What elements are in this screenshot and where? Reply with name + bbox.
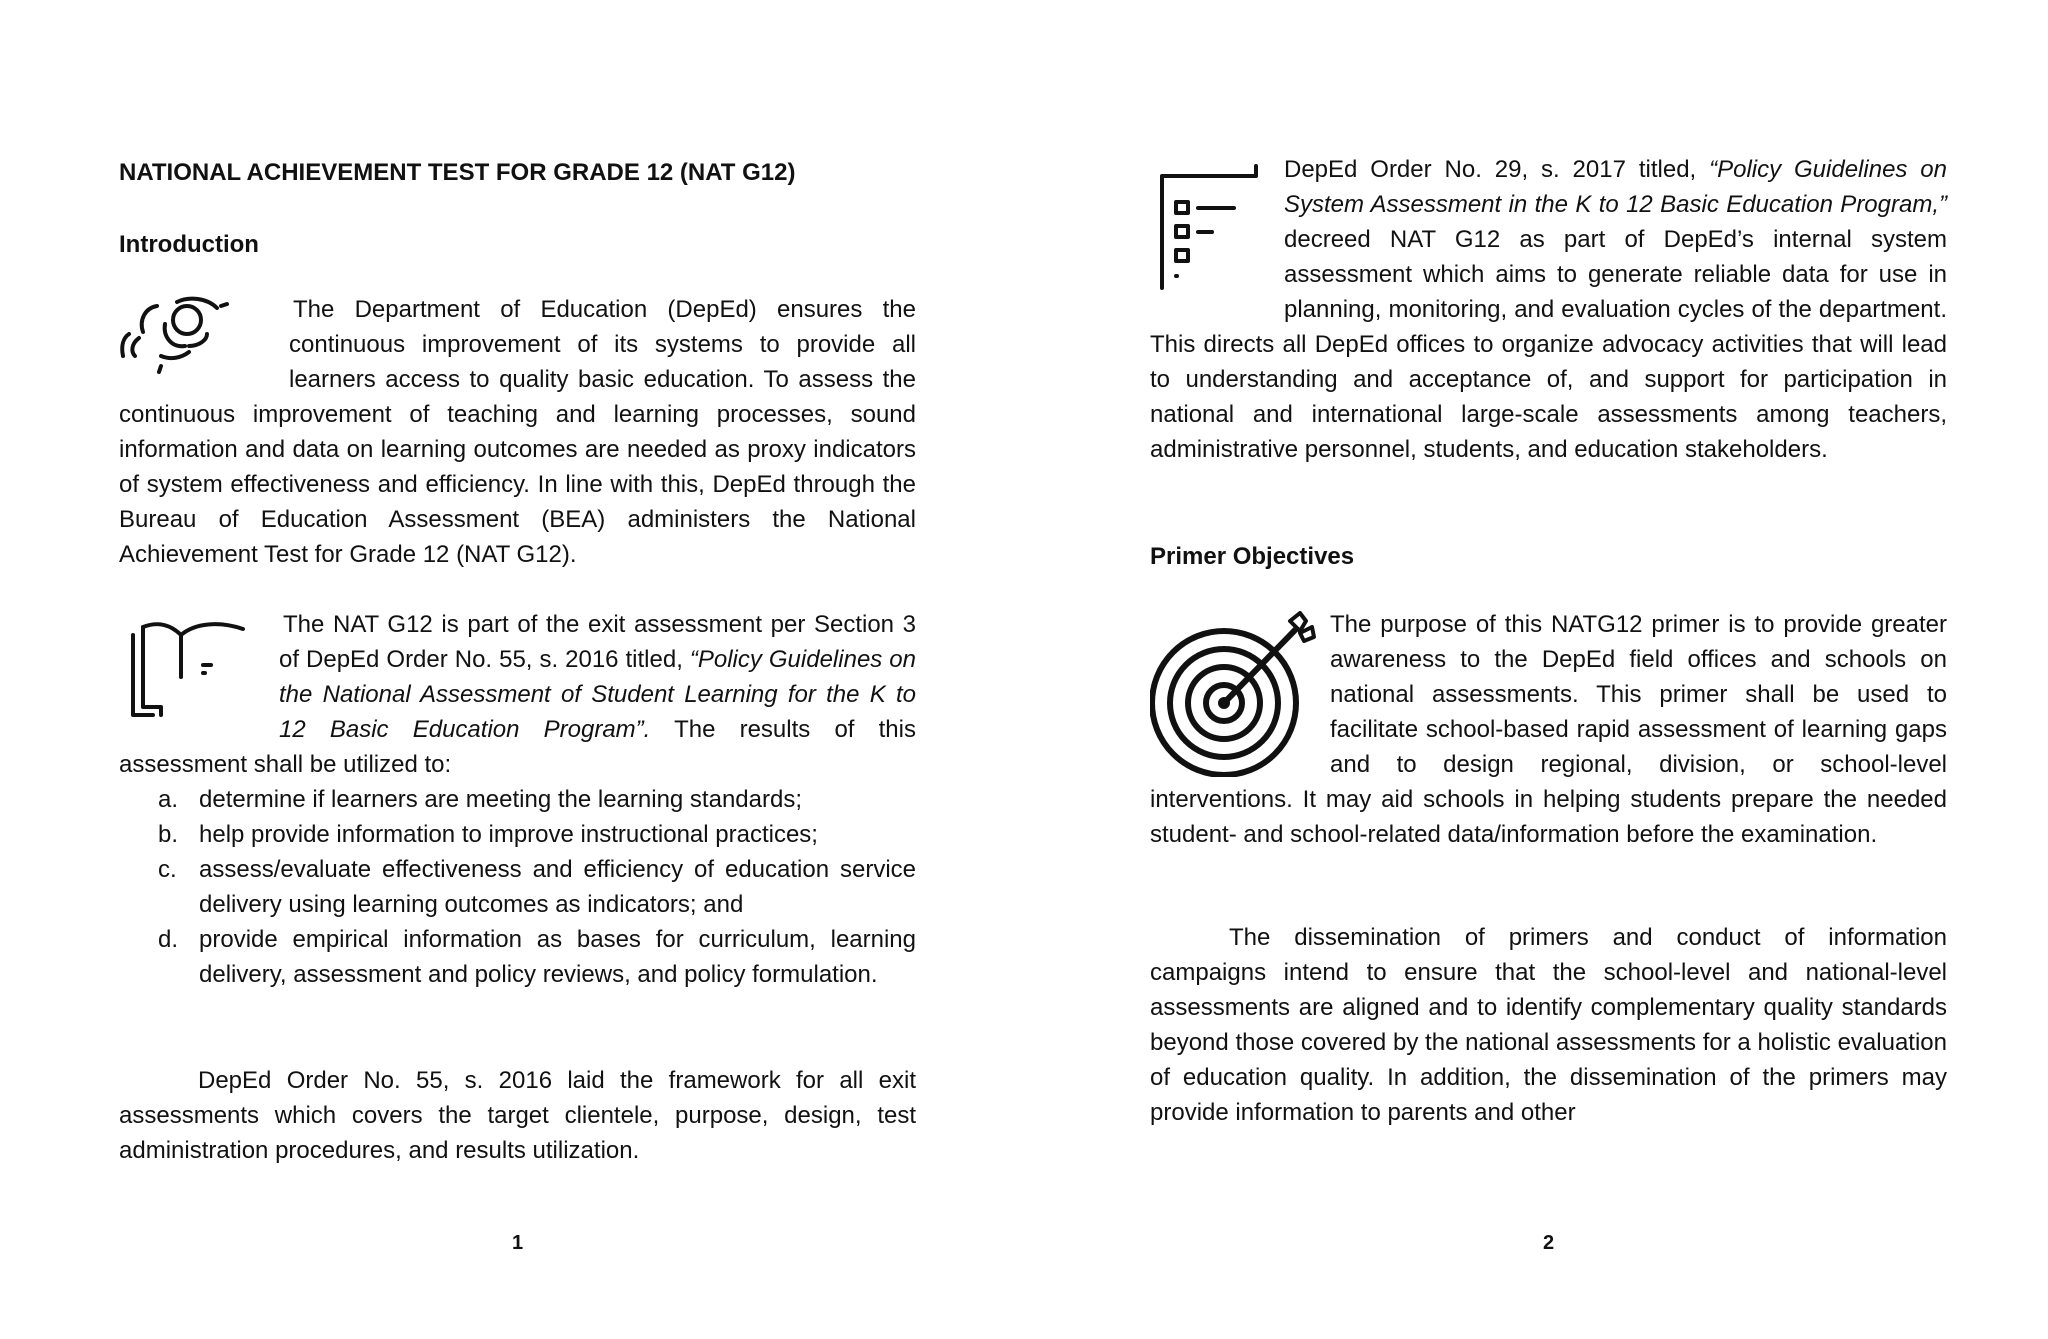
exit-assessment-block: [119, 607, 916, 992]
exit-paragraph-tail: The results of this assessment shall be utilized to:: [119, 716, 916, 778]
list-item-text: help provide information to improve instructional practices;: [199, 821, 818, 848]
list-item: [119, 782, 916, 817]
open-book-icon: [119, 615, 265, 721]
list-marker: b.: [158, 821, 179, 848]
deped-order-block: [1150, 152, 1947, 467]
deped-order-tail: decreed NAT G12 as part of DepEd’s internal system assessment which aims to generate reliable data for use in planning, monitoring, and evaluation cycles of the department. This directs all DepEd offices to organize advocacy activities that will lead to understanding and acceptance of, and support for participation in national and international large-scale assessments among teachers, administrative personnel, students, and education stakeholders.: [1150, 226, 1947, 463]
framework-paragraph: DepEd Order No. 55, s. 2016 laid the framework for all exit assessments which covers the target clientele, purpose, design, test administration procedures, and results utilization.: [119, 1067, 916, 1164]
deped-order-lead: DepEd Order No. 29, s. 2017 titled,: [1284, 156, 1710, 183]
primer-purpose-paragraph: The purpose of this NATG12 primer is to provide greater awareness to the DepEd field offices and schools on national assessments. This primer shall be used to facilitate school-based rapid assessment of learning gaps and to design regional, division, or school-level interventions. It may aid schools in helping students prepare the needed student- and school-related data/information before the examination.: [1150, 611, 1947, 848]
page-1: [119, 0, 916, 1339]
intro-block: [119, 292, 916, 572]
checklist-icon: [1150, 158, 1270, 294]
primer-purpose-block: [1150, 607, 1947, 852]
intro-paragraph: The Department of Education (DepEd) ensures the continuous improvement of its systems to provide all learners access to quality basic education. To assess the continuous improvement of teaching and learning processes, sound information and data on learning outcomes are needed as proxy indicators of system effectiveness and efficiency. In line with this, DepEd through the Bureau of Education Assessment (BEA) administers the National Achievement Test for Grade 12 (NAT G12).: [119, 296, 916, 568]
introduction-heading: Introduction: [119, 231, 259, 258]
list-item: [119, 922, 916, 992]
list-item-text: determine if learners are meeting the learning standards;: [199, 786, 802, 813]
primer-objectives-heading: Primer Objectives: [1150, 543, 1355, 570]
page-number: 1: [511, 1232, 524, 1254]
dissemination-block: [1150, 920, 1947, 1130]
list-item-text: assess/evaluate effectiveness and efficiency of education service delivery using learning outcomes as indicators; and: [199, 856, 916, 918]
results-uses-list: [119, 782, 916, 992]
target-arrow-icon: [1150, 611, 1318, 777]
brain-gears-icon: [119, 294, 275, 374]
list-marker: a.: [158, 786, 179, 813]
list-marker: d.: [158, 926, 179, 953]
exit-paragraph-policy-title: “Policy Guidelines on the National Assessment of Student Learning for the K to 12 Basic Education Program”.: [279, 646, 916, 743]
list-marker: c.: [158, 856, 177, 883]
document-title: NATIONAL ACHIEVEMENT TEST FOR GRADE 12 (NAT G12): [119, 159, 796, 186]
exit-paragraph-lead: The NAT G12 is part of the exit assessment per Section 3 of DepEd Order No. 55, s. 2016 titled,: [279, 611, 916, 673]
list-item-text: provide empirical information as bases for curriculum, learning delivery, assessment and policy reviews, and policy formulation.: [199, 926, 916, 988]
dissemination-paragraph: The dissemination of primers and conduct of information campaigns intend to ensure that the school-level and national-level assessments are aligned and to identify complementary quality standards beyond those covered by the national assessments for a holistic evaluation of education quality. In addition, the dissemination of the primers may provide information to parents and other: [1150, 924, 1947, 1126]
list-item: [119, 852, 916, 922]
deped-order-policy-title: “Policy Guidelines on System Assessment in the K to 12 Basic Education Program,”: [1284, 156, 1947, 218]
framework-block: [119, 1063, 916, 1168]
list-item: [119, 817, 916, 852]
page-number: 2: [1542, 1232, 1555, 1254]
page-2: [1150, 0, 1947, 1339]
